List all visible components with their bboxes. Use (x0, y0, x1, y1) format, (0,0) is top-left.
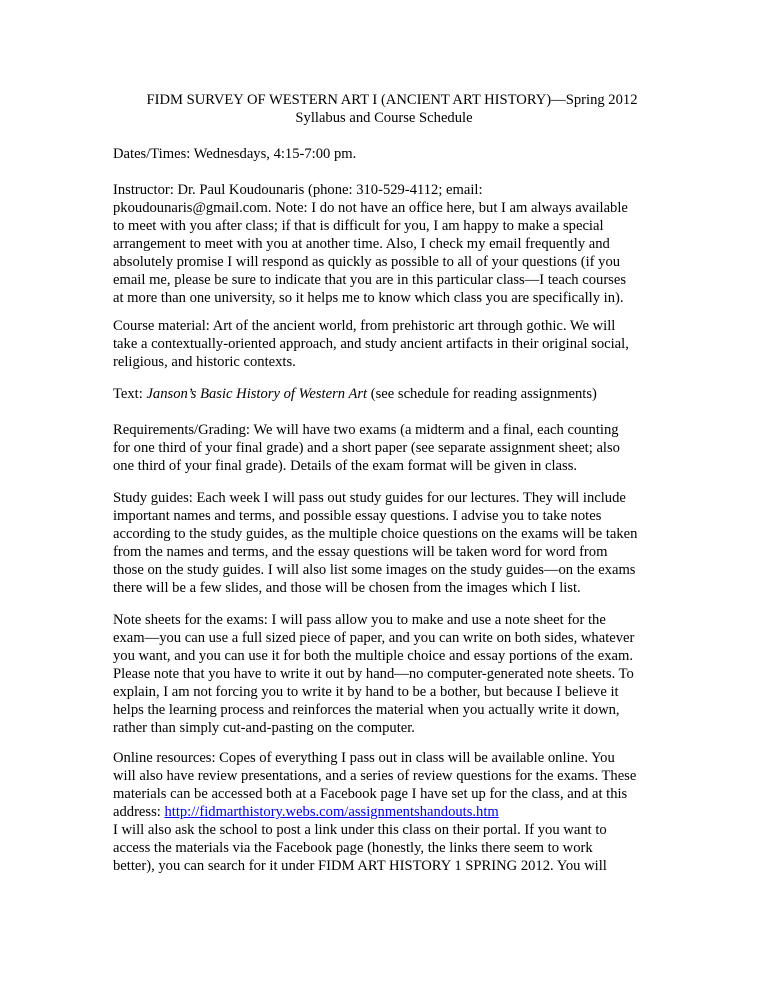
instructor-paragraph (113, 181, 673, 307)
text-line: rather than simply cut-and-pasting on the computer. (113, 720, 415, 736)
study-guides-paragraph (113, 489, 673, 597)
textbook-paragraph (113, 385, 673, 403)
text-line: helps the learning process and reinforces the material when you actually write it down, (113, 702, 620, 718)
text-line: arrangement to meet with you at another time. Also, I check my email frequently and (113, 236, 610, 252)
text-line: Note sheets for the exams: I will pass allow you to make and use a note sheet for the (113, 612, 606, 628)
document-subtitle: Syllabus and Course Schedule (295, 110, 473, 126)
textbook-title: Janson’s Basic History of Western Art (146, 386, 368, 402)
text-line: at more than one university, so it helps me to know which class you are specifically in). (113, 290, 624, 306)
text-line: you want, and you can use it for both the multiple choice and essay portions of the exam. (113, 648, 633, 664)
text-line: to meet with you after class; if that is difficult for you, I am happy to make a special (113, 218, 604, 234)
text-line: religious, and historic contexts. (113, 354, 296, 370)
text-line: take a contextually-oriented approach, and study ancient artifacts in their original social, (113, 336, 629, 352)
text-line: Course material: Art of the ancient world, from prehistoric art through gothic. We will (113, 318, 616, 334)
text-line: materials can be accessed both at a Facebook page I have set up for the class, and at this (113, 786, 628, 802)
text-line: I will also ask the school to post a link under this class on their portal. If you want to (113, 822, 607, 838)
text-line: those on the study guides. I will also list some images on the study guides—on the exams (113, 562, 636, 578)
text-line: email me, please be sure to indicate that you are in this particular class—I teach courses (113, 272, 627, 288)
text-line: for one third of your final grade) and a short paper (see separate assignment sheet; also (113, 440, 620, 456)
text-line: access the materials via the Facebook page (honestly, the links there seem to work (113, 840, 593, 856)
requirements-paragraph (113, 421, 673, 475)
text-line: one third of your final grade). Details of the exam format will be given in class. (113, 458, 578, 474)
textbook-line (113, 385, 673, 403)
text-line: Instructor: Dr. Paul Koudounaris (phone: 310-529-4112; email: (113, 182, 483, 198)
text-line: better), you can search for it under FIDM ART HISTORY 1 SPRING 2012. You will (113, 858, 607, 874)
text-line: Study guides: Each week I will pass out study guides for our lectures. They will include (113, 490, 626, 506)
text-line: Please note that you have to write it out by hand—no computer-generated note sheets. To (113, 666, 634, 682)
address-label: address: (113, 804, 165, 820)
note-sheets-paragraph (113, 611, 673, 737)
text-line: explain, I am not forcing you to write it by hand to be a bother, but because I believe it (113, 684, 619, 700)
text-line: absolutely promise I will respond as quickly as possible to all of your questions (if you (113, 254, 621, 270)
text-line: will also have review presentations, and a series of review questions for the exams. These (113, 768, 637, 784)
text-line: Dates/Times: Wednesdays, 4:15-7:00 pm. (113, 146, 357, 162)
text-line: pkoudounaris@gmail.com. Note: I do not have an office here, but I am always available (113, 200, 628, 216)
online-resources-paragraph (113, 749, 673, 875)
text-label: Text: (113, 386, 147, 402)
handouts-link[interactable]: http://fidmarthistory.webs.com/assignmentshandouts.htm (164, 804, 499, 820)
text-line: exam—you can use a full sized piece of paper, and you can write on both sides, whatever (113, 630, 635, 646)
text-line: according to the study guides, as the multiple choice questions on the exams will be taken (113, 526, 638, 542)
dates-paragraph (113, 145, 673, 163)
text-line: important names and terms, and possible essay questions. I advise you to take notes (113, 508, 602, 524)
text-line: Requirements/Grading: We will have two exams (a midterm and a final, each counting (113, 422, 619, 438)
text-line: Online resources: Copes of everything I pass out in class will be available online. You (113, 750, 615, 766)
text-line: there will be a few slides, and those will be chosen from the images which I list. (113, 580, 581, 596)
document-title: FIDM SURVEY OF WESTERN ART I (ANCIENT ART HISTORY)—Spring 2012 (146, 92, 638, 108)
text-line: from the names and terms, and the essay questions will be taken word for word from (113, 544, 608, 560)
textbook-note: (see schedule for reading assignments) (367, 386, 597, 402)
address-line (113, 803, 673, 821)
course-material-paragraph (113, 317, 673, 371)
